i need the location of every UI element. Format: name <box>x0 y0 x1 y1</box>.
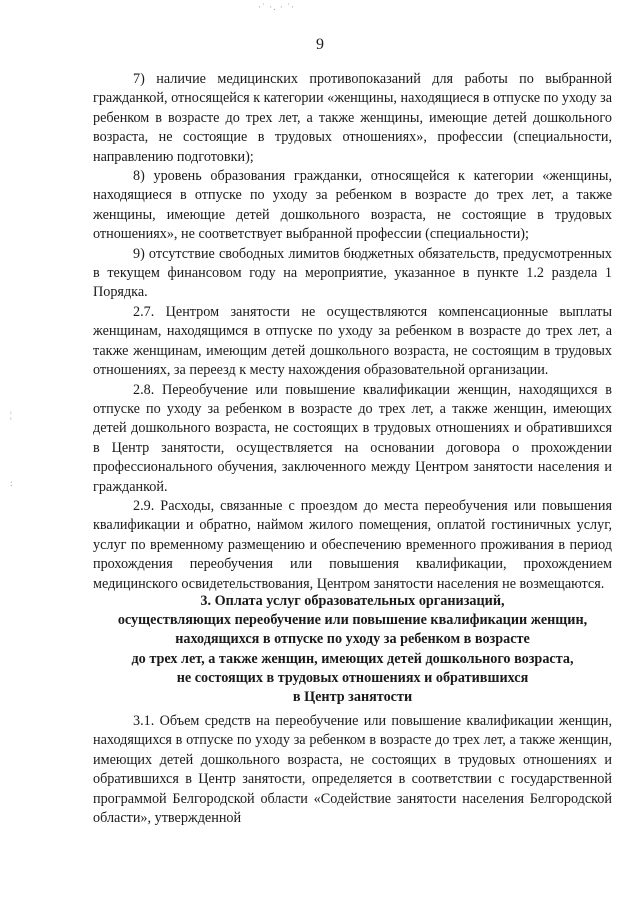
page-number: 9 <box>316 36 324 53</box>
paragraph-item-8: 8) уровень образования гражданки, относящейся к категории «женщины, находящиеся в отпуске по уходу за ребенком в возрасте до трех лет, а также женщины, имеющие детей дошкольного возраста, не состоящие в трудовых отношениях», не соответствует выбранной профессии (специальности); <box>93 168 612 243</box>
scan-artifact: : <box>10 478 14 488</box>
heading-line: осуществляющих переобучение или повышение квалификации женщин, <box>117 612 588 629</box>
heading-line: в Центр занятости <box>292 689 413 706</box>
heading-line: не состоящих в трудовых отношениях и обратившихся <box>176 669 529 686</box>
section-3-text <box>93 712 612 828</box>
section-3-heading <box>93 592 612 707</box>
heading-line: находящихся в отпуске по уходу за ребенком в возрасте <box>175 631 530 648</box>
paragraph-item-9: 9) отсутствие свободных лимитов бюджетных обязательств, предусмотренных в текущем финансовом году на мероприятие, указанное в пункте 1.2 раздела 1 Порядка. <box>93 245 612 301</box>
paragraph-2-9: 2.9. Расходы, связанные с проездом до места переобучения или повышения квалификации и обратно, наймом жилого помещения, оплатой гостиничных услуг, услуг по временному размещению и обеспечению временного проживания в период прохождения переобучения или повышения квалификации, прохождением медицинского освидетельствования, Центром занятости населения не возмещаются. <box>93 497 612 592</box>
heading-line: 3. Оплата услуг образовательных организаций, <box>200 593 505 609</box>
scan-artifact: ¦ <box>10 410 13 420</box>
paragraph-2-8: 2.8. Переобучение или повышение квалификации женщин, находящихся в отпуске по уходу за ребенком в возрасте до трех лет, а также женщин, имеющих детей дошкольного возраста, не состоящих в трудовых отношениях и обратившихся в Центр занятости, осуществляется на основании договора о прохождении профессионального обучения, заключенного между Центром занятости населения и гражданкой. <box>93 381 612 495</box>
main-text <box>93 70 612 594</box>
paragraph-item-7: 7) наличие медицинских противопоказаний для работы по выбранной гражданкой, относящейся к категории «женщины, находящиеся в отпуске по уходу за ребенком в возрасте до трех лет, а также женщины, имеющие детей дошкольного возраста, не состоящие в трудовых отношениях», профессии (специальности, направлению подготовки); <box>93 71 612 165</box>
paragraph-3-1: 3.1. Объем средств на переобучение или повышение квалификации женщин, находящихся в отпуске по уходу за ребенком в возрасте до трех лет, а также женщин, имеющих детей дошкольного возраста, не состоящих в трудовых отношениях и обратившихся в Центр занятости, определяется в соответствии с государственной программой Белгородской области «Содействие занятости населения Белгородской области», утвержденной <box>93 713 612 827</box>
heading-line: до трех лет, а также женщин, имеющих детей дошкольного возраста, <box>131 650 574 667</box>
paragraph-2-7: 2.7. Центром занятости не осуществляются компенсационные выплаты женщинам, находящимся в отпуске по уходу за ребенком в возрасте до трех лет, а также женщинам, имеющим детей дошкольного возраста, не состоящим в трудовых отношениях, за переезд к месту нахождения образовательной организации. <box>93 303 612 379</box>
scan-artifact: ·˙ ·. · ˙· <box>258 2 295 12</box>
